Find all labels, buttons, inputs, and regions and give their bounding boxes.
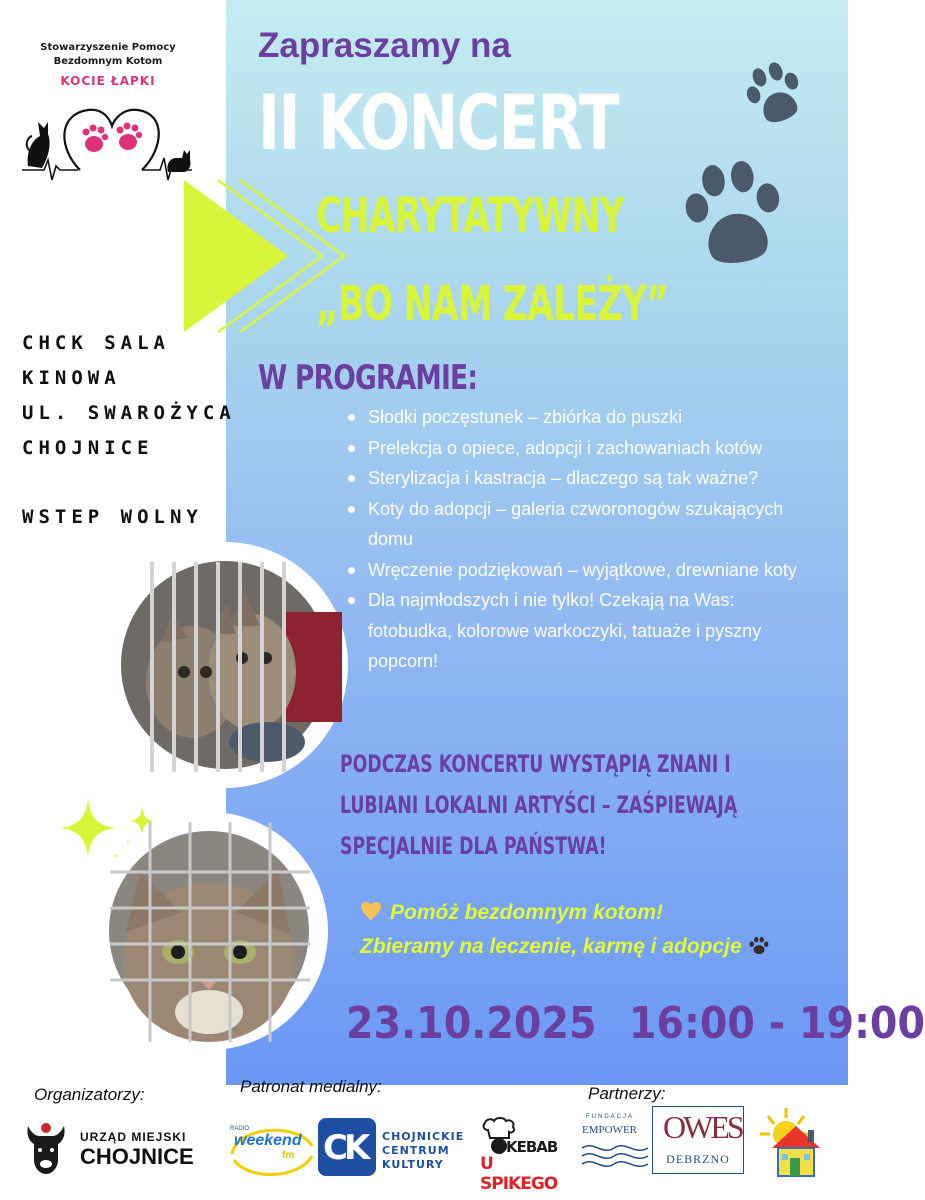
program-item: Sterylizacja i kastracja – dlaczego są tak ważne?: [346, 463, 816, 494]
radio-small-label: RADIO: [230, 1126, 250, 1132]
radio-name: weekend: [234, 1132, 302, 1149]
organizer-line-1: Stowarzyszenie Pomocy: [40, 42, 176, 53]
bull-crest-icon: [22, 1116, 70, 1176]
invite-text: Zapraszamy na: [258, 26, 511, 65]
venue-line: UL. SWAROŻYCA: [22, 402, 236, 424]
program-heading: W PROGRAMIE:: [258, 358, 478, 398]
empower-name: EMPOWER: [582, 1124, 637, 1136]
city-logo-line-1: URZĄD MIEJSKI: [80, 1130, 187, 1144]
empower-logo: [580, 1114, 650, 1174]
ck-line: CENTRUM: [382, 1144, 450, 1157]
concert-motto: „BO NAM ZALEŻY”: [316, 276, 669, 332]
radio-suffix: fm: [282, 1150, 295, 1161]
city-logo-line-2: CHOJNICE: [80, 1144, 194, 1169]
ck-line: CHOJNICKIE: [382, 1130, 465, 1143]
paw-icon: [678, 156, 790, 272]
help-message: [360, 896, 770, 964]
empower-small-label: FUNDACJA: [586, 1114, 635, 1120]
venue-address: [22, 326, 242, 466]
event-date-time: [346, 998, 925, 1049]
organizer-line-2: Bezdomnym Kotom: [53, 56, 163, 67]
paw-icon: [738, 56, 810, 128]
media-patronage-label: Patronat medialny:: [240, 1077, 382, 1096]
event-time: 16:00 - 19:00: [628, 998, 925, 1049]
culture-centre-logo: [318, 1118, 470, 1178]
venue-line: KINOWA: [22, 367, 121, 389]
partners-label: Partnerzy:: [588, 1084, 666, 1103]
artists-line: SPECJALNIE DLA PAŃSTWA!: [340, 832, 607, 860]
owes-subtitle: DEBRZNO: [666, 1152, 730, 1166]
cats-heart-icon: [18, 92, 198, 188]
kebab-logo: [476, 1116, 572, 1194]
heart-icon: [360, 901, 382, 921]
program-list: [346, 402, 816, 677]
radio-weekend-logo: [228, 1114, 316, 1178]
organizer-logo: [18, 38, 198, 188]
concert-subtitle: CHARYTATYWNY: [316, 188, 624, 244]
help-line-1: Pomóż bezdomnym kotom!: [390, 901, 664, 924]
ck-line: KULTURY: [382, 1158, 444, 1171]
kebab-line-2: U SPIKEGO: [480, 1154, 558, 1194]
program-item: Słodki poczęstunek – zbiórka do puszki: [346, 402, 816, 433]
owes-mark: OWES: [663, 1109, 742, 1145]
kittens-photo: [102, 542, 348, 788]
free-entry-text: WSTEP WOLNY: [22, 506, 203, 528]
artists-line: LUBIANI LOKALNI ARTYŚCI – ZAŚPIEWAJĄ: [340, 791, 738, 819]
waves-icon: [580, 1140, 650, 1170]
venue-line: CHOJNICE: [22, 437, 154, 459]
kitten-photo: [90, 812, 328, 1050]
organizers-label: Organizatorzy:: [34, 1085, 145, 1104]
owes-logo: [652, 1106, 744, 1174]
ck-mark: [318, 1118, 376, 1176]
program-item: Koty do adopcji – galeria czworonogów szukających domu: [346, 494, 816, 555]
city-hall-logo: [22, 1116, 202, 1180]
program-item: Dla najmłodszych i nie tylko! Czekają na Was: fotobudka, kolorowe warkoczyki, tatuaże i pyszny popcorn!: [346, 585, 816, 677]
program-item: Wręczenie podziękowań – wyjątkowe, drewniane koty: [346, 555, 816, 586]
venue-line: CHCK SALA: [22, 332, 170, 354]
paw-icon: [748, 936, 770, 956]
kebab-line-1: KEBAB: [506, 1138, 558, 1156]
organizer-name: KOCIE ŁAPKI: [60, 74, 156, 88]
artists-announcement: [340, 744, 743, 867]
ck-mark-text: CK: [323, 1128, 367, 1168]
concert-title: II KONCERT: [258, 78, 618, 167]
event-date: 23.10.2025: [346, 998, 597, 1049]
help-line-2: Zbieramy na leczenie, karmę i adopcje: [360, 935, 742, 958]
artists-line: PODCZAS KONCERTU WYSTĄPIĄ ZNANI I: [340, 750, 731, 778]
sun-house-icon: [756, 1104, 828, 1178]
program-item: Prelekcja o opiece, adopcji i zachowaniach kotów: [346, 433, 816, 464]
